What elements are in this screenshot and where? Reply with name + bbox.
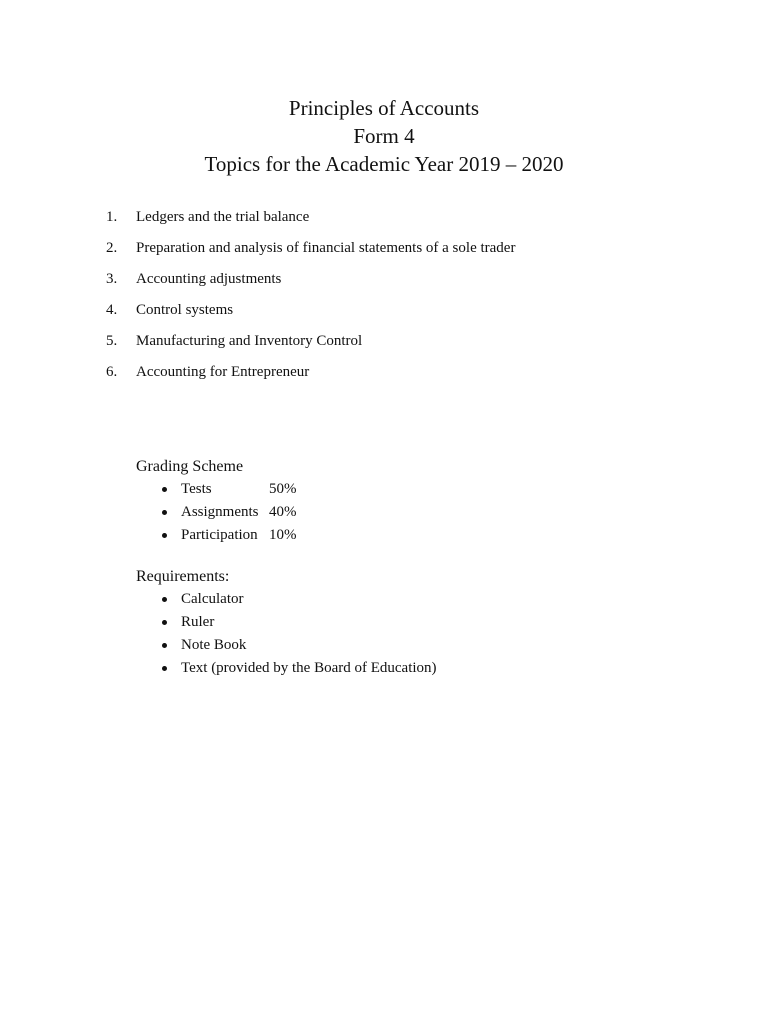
grading-item: [136, 478, 297, 501]
bullet-icon: [162, 620, 167, 625]
requirement-text: Note Book: [181, 637, 247, 653]
bullet-icon: [162, 533, 167, 538]
bullet-icon: [162, 597, 167, 602]
requirement-item: [136, 657, 437, 680]
topic-text: Control systems: [136, 302, 234, 318]
bullet-icon: [162, 487, 167, 492]
topic-item: [106, 206, 515, 237]
topic-item: [106, 361, 515, 392]
requirements-list: [136, 588, 437, 680]
title-subject: Principles of Accounts: [288, 96, 480, 120]
topic-number: 1.: [106, 209, 118, 225]
requirement-text: Ruler: [181, 614, 215, 630]
topic-item: [106, 299, 515, 330]
bullet-icon: [162, 666, 167, 671]
grading-item-name: Tests: [181, 481, 212, 497]
grading-list: [136, 478, 297, 547]
topic-item: [106, 237, 515, 268]
grading-item-name: Participation: [181, 527, 258, 543]
requirements-section: [136, 566, 437, 680]
requirements-heading: Requirements:: [136, 568, 230, 585]
topic-text: Preparation and analysis of financial statements of a sole trader: [136, 240, 516, 256]
title-academic-year: Topics for the Academic Year 2019 – 2020: [204, 152, 564, 176]
grading-scheme-heading: Grading Scheme: [136, 458, 244, 475]
topics-list: [106, 206, 515, 392]
topic-item: [106, 268, 515, 299]
grading-item-name: Assignments: [181, 504, 259, 520]
topic-text: Ledgers and the trial balance: [136, 209, 310, 225]
topic-number: 3.: [106, 271, 118, 287]
grading-scheme-section: [136, 456, 297, 547]
title-form: Form 4: [353, 124, 415, 148]
requirement-item: [136, 588, 437, 611]
bullet-icon: [162, 643, 167, 648]
topic-text: Accounting adjustments: [136, 271, 282, 287]
requirement-item: [136, 611, 437, 634]
document-title: [0, 94, 768, 178]
grading-item: [136, 524, 297, 547]
topic-text: Accounting for Entrepreneur: [136, 364, 310, 380]
topic-number: 4.: [106, 302, 118, 318]
topic-text: Manufacturing and Inventory Control: [136, 333, 363, 349]
grading-item-weight: 50%: [269, 481, 297, 497]
requirement-text: Calculator: [181, 591, 244, 607]
topic-item: [106, 330, 515, 361]
requirement-item: [136, 634, 437, 657]
topic-number: 6.: [106, 364, 118, 380]
requirement-text: Text (provided by the Board of Education): [181, 660, 437, 676]
topic-number: 5.: [106, 333, 118, 349]
grading-item-weight: 40%: [269, 504, 297, 520]
grading-item: [136, 501, 297, 524]
grading-item-weight: 10%: [269, 527, 297, 543]
topic-number: 2.: [106, 240, 118, 256]
bullet-icon: [162, 510, 167, 515]
